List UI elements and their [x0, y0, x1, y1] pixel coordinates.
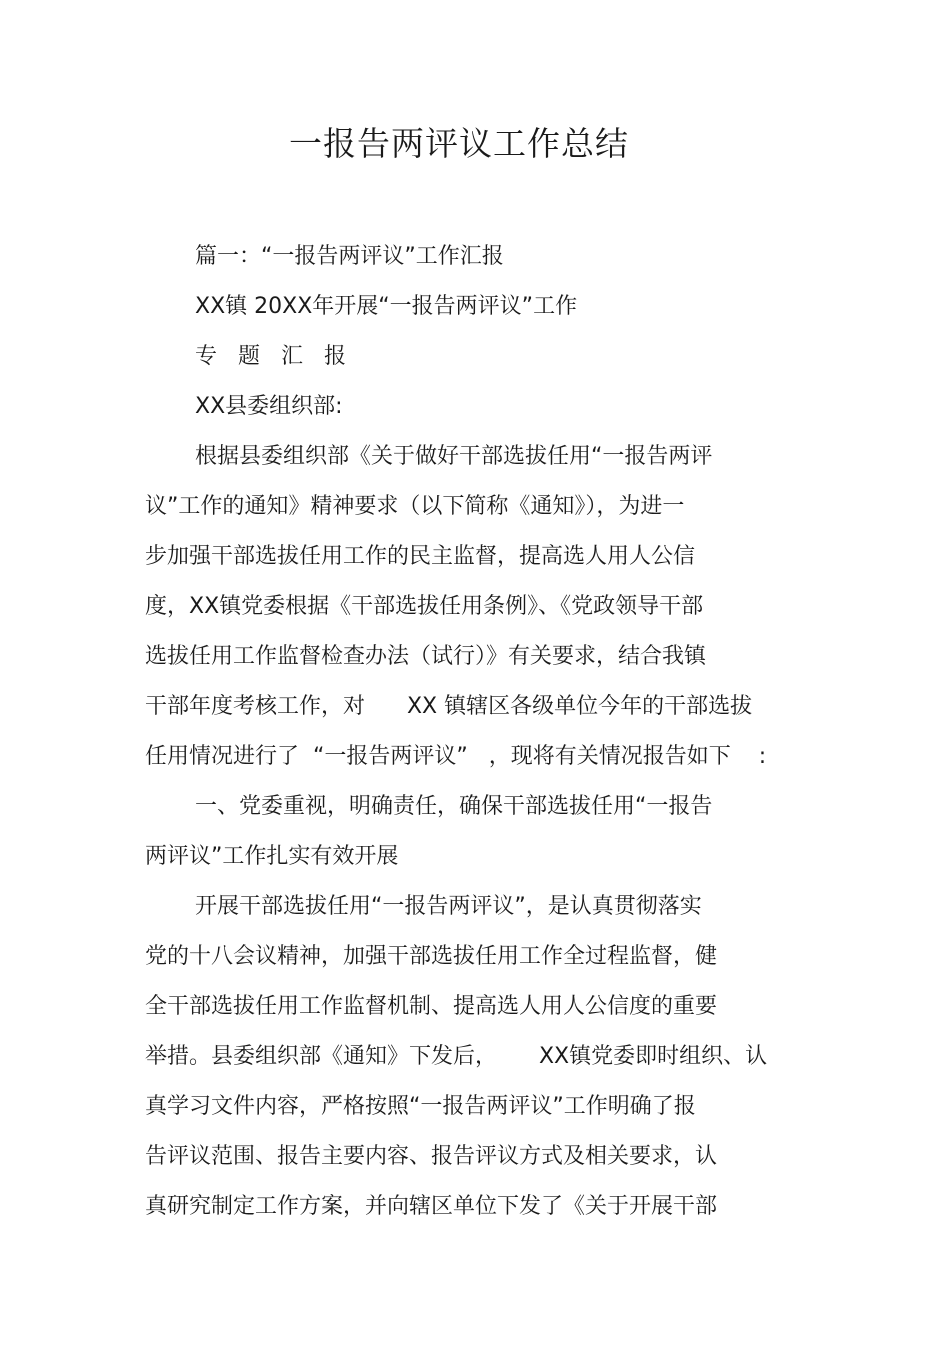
text-line: 党的十八会议精神，加强干部选拔任用工作全过程监督，健	[145, 944, 718, 969]
text-line: 议”工作的通知》精神要求（以下简称《通知》），为进一	[145, 494, 685, 519]
text-line: 干部年度考核工作，对 XX 镇辖区各级单位今年的干部选拔	[145, 694, 753, 719]
text-line: 选拔任用工作监督检查办法（试行）》有关要求，结合我镇	[145, 644, 707, 669]
text-line: 专 题 汇 报	[195, 344, 353, 369]
text-line: 篇一：“一报告两评议”工作汇报	[195, 244, 504, 269]
text-line: 全干部选拔任用工作监督机制、提高选人用人公信度的重要	[145, 994, 718, 1019]
text-line: 任用情况进行了 “一报告两评议” ，现将有关情况报告如下 :	[145, 744, 767, 769]
section-heading: 一、党委重视，明确责任，确保干部选拔任用“一报告	[195, 794, 713, 819]
text-line: 根据县委组织部《关于做好干部选拔任用“一报告两评	[195, 444, 713, 469]
text-line: 举措。县委组织部《通知》下发后， XX镇党委即时组织、认	[145, 1044, 768, 1069]
text-line: XX镇 20XX年开展“一报告两评议”工作	[195, 294, 578, 319]
text-line: 开展干部选拔任用“一报告两评议”，是认真贯彻落实	[195, 894, 702, 919]
text-line: 真研究制定工作方案，并向辖区单位下发了《关于开展干部	[145, 1194, 718, 1219]
text-line: 度，XX镇党委根据《干部选拔任用条例》、《党政领导干部	[145, 594, 704, 619]
text-line: XX县委组织部:	[195, 394, 343, 419]
section-heading: 两评议”工作扎实有效开展	[145, 844, 399, 869]
document-title: 一报告两评议工作总结	[289, 124, 629, 163]
text-line: 步加强干部选拔任用工作的民主监督，提高选人用人公信	[145, 544, 696, 569]
text-line: 告评议范围、报告主要内容、报告评议方式及相关要求，认	[145, 1144, 718, 1169]
text-line: 真学习文件内容，严格按照“一报告两评议”工作明确了报	[145, 1094, 696, 1119]
